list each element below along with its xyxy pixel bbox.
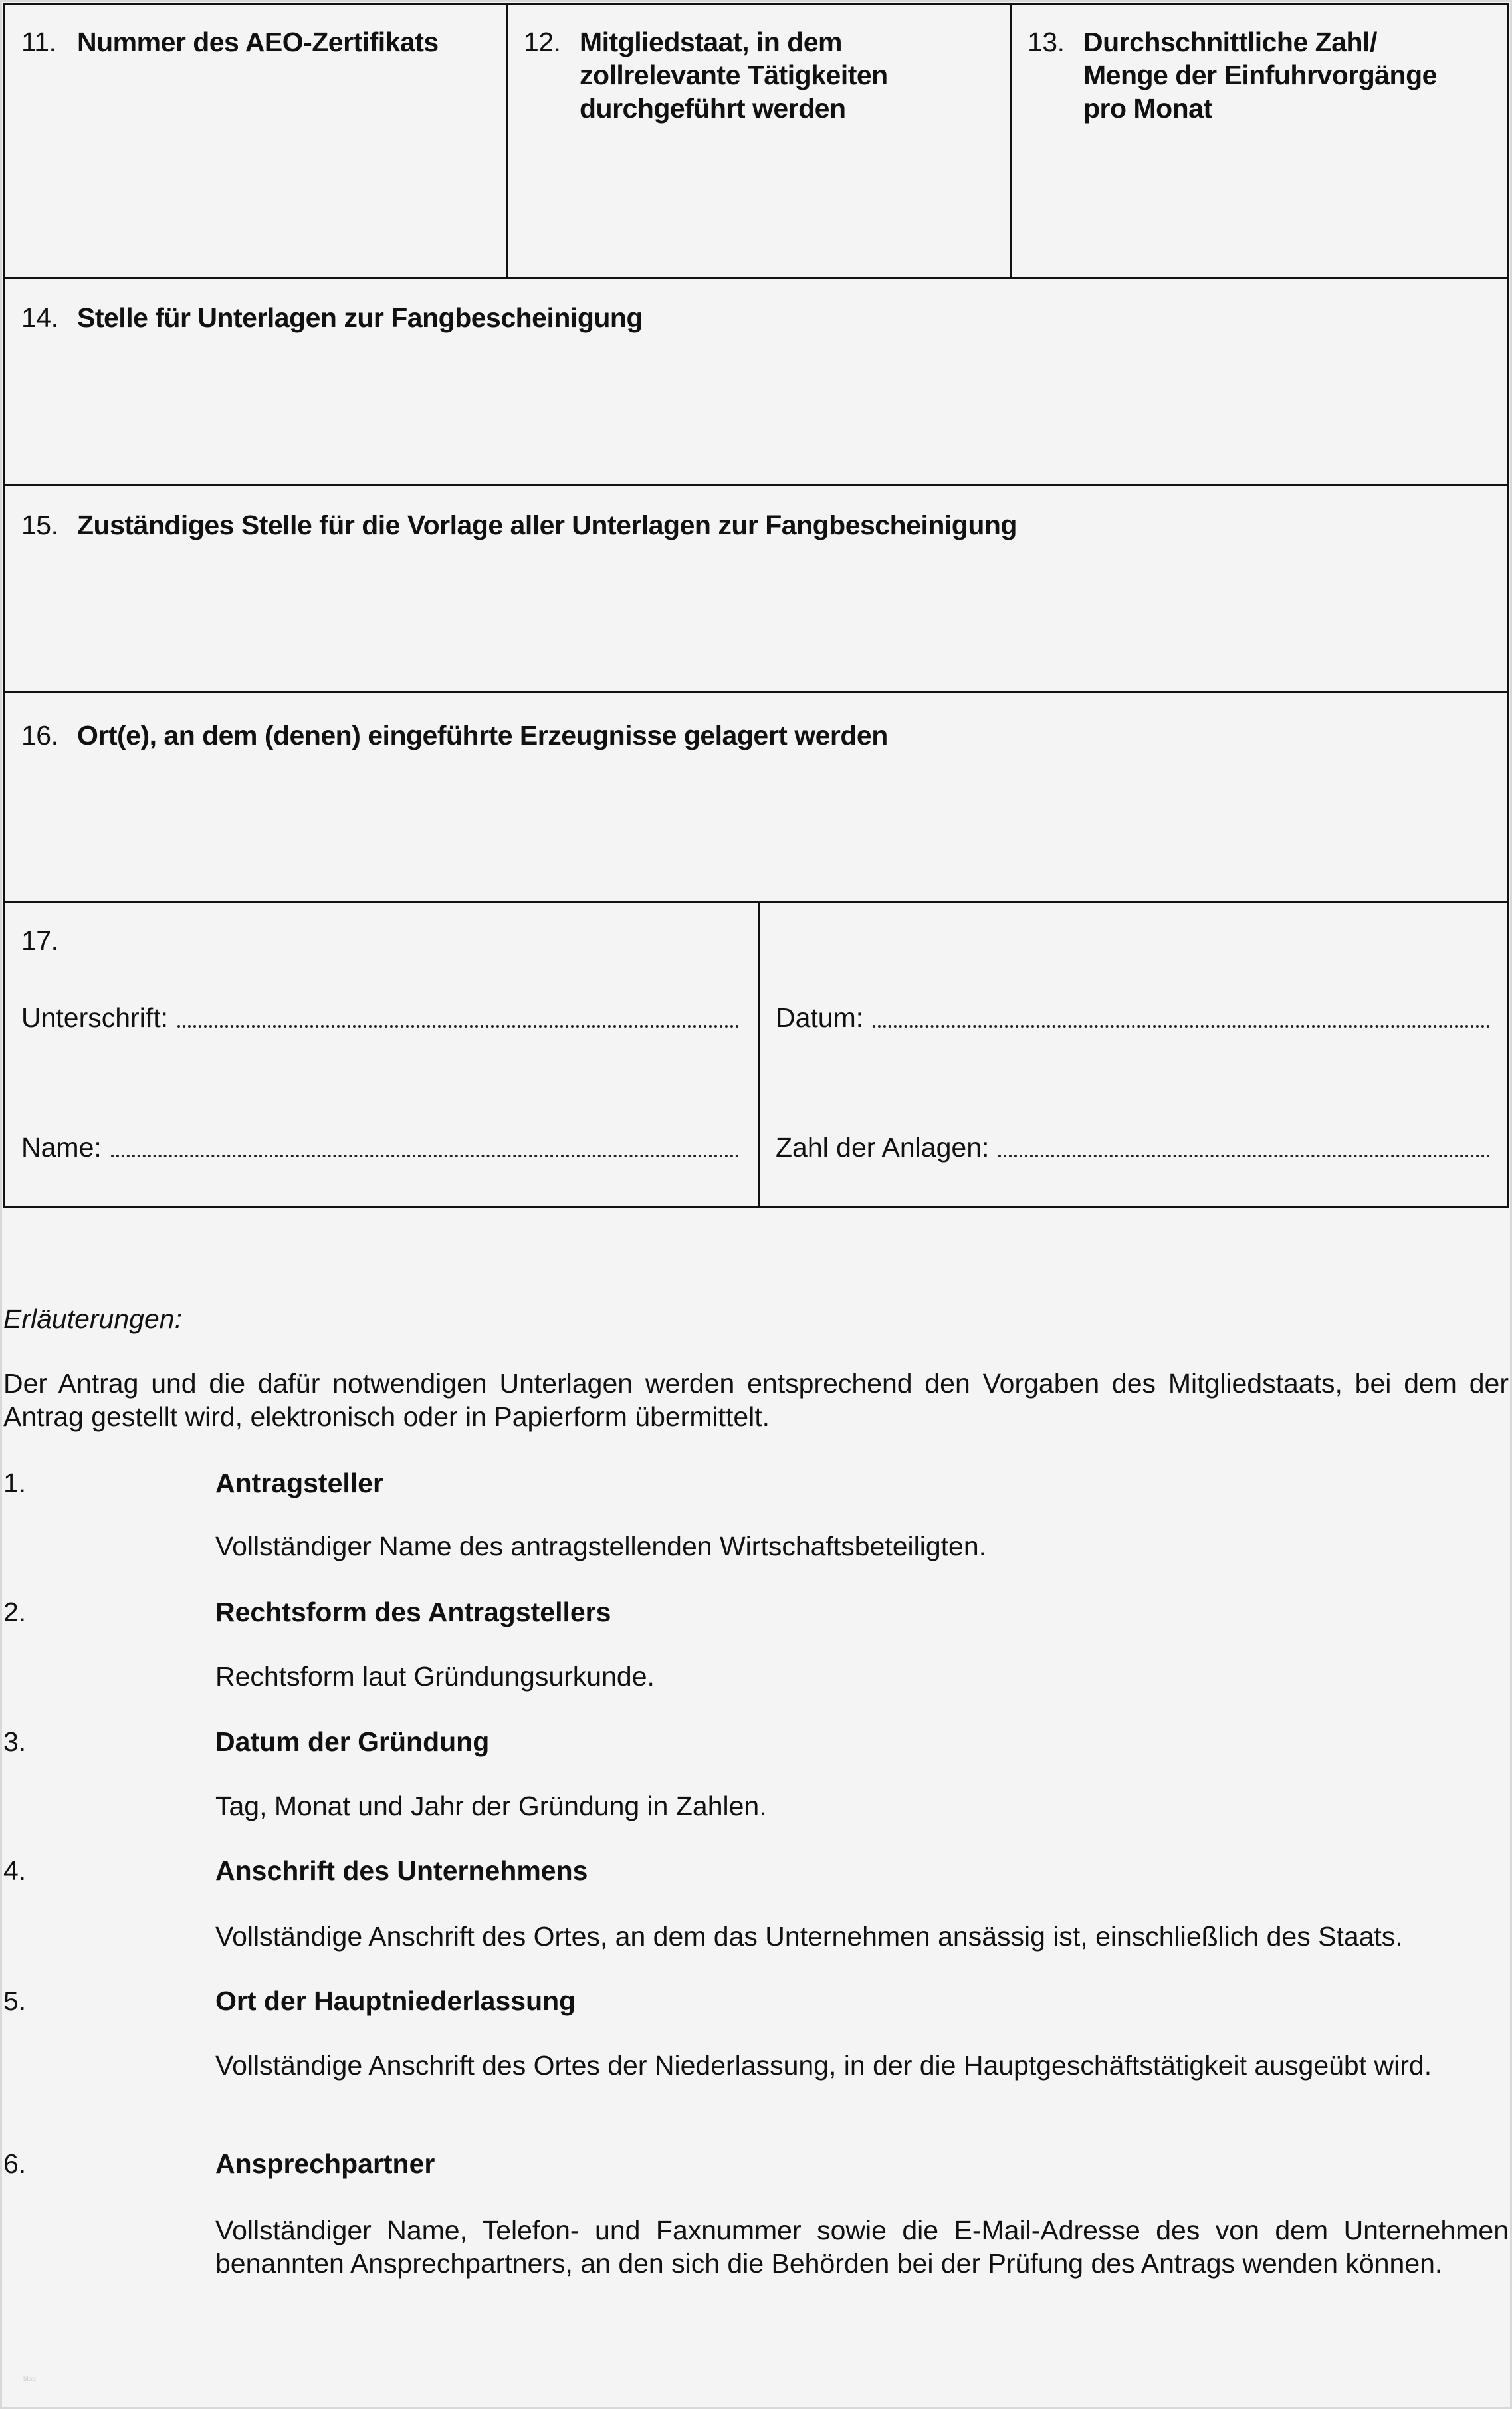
item-title: Anschrift des Unternehmens: [215, 1855, 588, 1886]
explanations-heading: Erläuterungen:: [3, 1304, 182, 1334]
explanations-intro: Der Antrag und die dafür notwendigen Unterlagen werden entsprechend den Vorgaben des Mitgliedstaats, bei dem der Antrag gestellt wird, elektronisch oder in Papierform übermittelt.: [3, 1368, 1509, 1432]
attachments-field[interactable]: [776, 1132, 1490, 1163]
signature-line[interactable]: [177, 1025, 739, 1028]
item-description: Vollständiger Name des antragstellenden Wirtschaftsbeteiligten.: [215, 1531, 987, 1561]
item-description: Rechtsform laut Gründungsurkunde.: [215, 1661, 655, 1692]
field-17-left-cell: [3, 901, 760, 1208]
field-number: 15.: [21, 510, 58, 540]
field-14-label: Stelle für Unterlagen zur Fangbescheinigung: [77, 302, 643, 333]
item-title: Rechtsform des Antragstellers: [215, 1597, 611, 1627]
date-line[interactable]: [873, 1025, 1490, 1028]
item-description: Tag, Monat und Jahr der Gründung in Zahlen.: [215, 1791, 767, 1821]
signature-label: Unterschrift:: [21, 1002, 168, 1033]
field-12-label: Mitgliedstaat, in dem: [580, 27, 842, 57]
field-14-cell[interactable]: [3, 277, 1509, 486]
item-number: 2.: [3, 1597, 27, 1627]
name-field[interactable]: [21, 1132, 739, 1163]
attachments-label: Zahl der Anlagen:: [776, 1132, 990, 1163]
field-12-cell[interactable]: [506, 3, 1012, 279]
field-13-label: Durchschnittliche Zahl/: [1083, 27, 1377, 57]
item-title: Ort der Hauptniederlassung: [215, 1986, 576, 2016]
field-number: 12.: [524, 27, 561, 57]
field-number: 11.: [21, 27, 56, 57]
item-number: 6.: [3, 2148, 27, 2179]
field-16-cell[interactable]: [3, 691, 1509, 903]
item-title: Antragsteller: [215, 1468, 383, 1498]
date-field[interactable]: [776, 1002, 1490, 1034]
item-description: Vollständige Anschrift des Ortes der Niederlassung, in der die Hauptgeschäftstätigkeit ausgeübt wird.: [215, 2050, 1432, 2081]
field-16-label: Ort(e), an dem (denen) eingeführte Erzeugnisse gelagert werden: [77, 720, 888, 750]
item-title: Ansprechpartner: [215, 2148, 435, 2179]
field-11-label: Nummer des AEO-Zertifikats: [77, 27, 439, 57]
field-number: 14.: [21, 302, 58, 333]
field-12-label: durchgeführt werden: [580, 93, 846, 124]
field-13-label: Menge der Einfuhrvorgänge: [1083, 60, 1437, 90]
field-11-cell[interactable]: [3, 3, 508, 279]
item-number: 5.: [3, 1986, 27, 2016]
item-number: 1.: [3, 1468, 27, 1498]
field-15-label: Zuständiges Stelle für die Vorlage aller Unterlagen zur Fangbescheinigung: [77, 510, 1017, 540]
field-13-cell[interactable]: [1010, 3, 1509, 279]
item-number: 4.: [3, 1855, 27, 1886]
field-number: 17.: [21, 925, 58, 956]
attachments-line[interactable]: [998, 1155, 1490, 1157]
field-number: 16.: [21, 720, 58, 750]
watermark: blog: [23, 2376, 36, 2383]
name-line[interactable]: [111, 1155, 739, 1157]
item-number: 3.: [3, 1726, 27, 1757]
signature-field[interactable]: [21, 1002, 739, 1034]
field-number: 13.: [1027, 27, 1065, 57]
application-form-table: [3, 3, 1509, 1208]
field-17-right-cell: [758, 901, 1509, 1208]
item-description: Vollständiger Name, Telefon- und Faxnummer sowie die E-Mail-Adresse des von dem Unternehmen benannten Ansprechpartners, an den sich die Behörden bei der Prüfung des Antrags wenden können.: [215, 2215, 1509, 2279]
item-title: Datum der Gründung: [215, 1726, 490, 1757]
item-description: Vollständige Anschrift des Ortes, an dem das Unternehmen ansässig ist, einschließlich des Staats.: [215, 1921, 1403, 1952]
name-label: Name:: [21, 1132, 102, 1163]
field-15-cell[interactable]: [3, 484, 1509, 693]
field-13-label: pro Monat: [1083, 93, 1212, 124]
date-label: Datum:: [776, 1002, 864, 1033]
field-12-label: zollrelevante Tätigkeiten: [580, 60, 888, 90]
